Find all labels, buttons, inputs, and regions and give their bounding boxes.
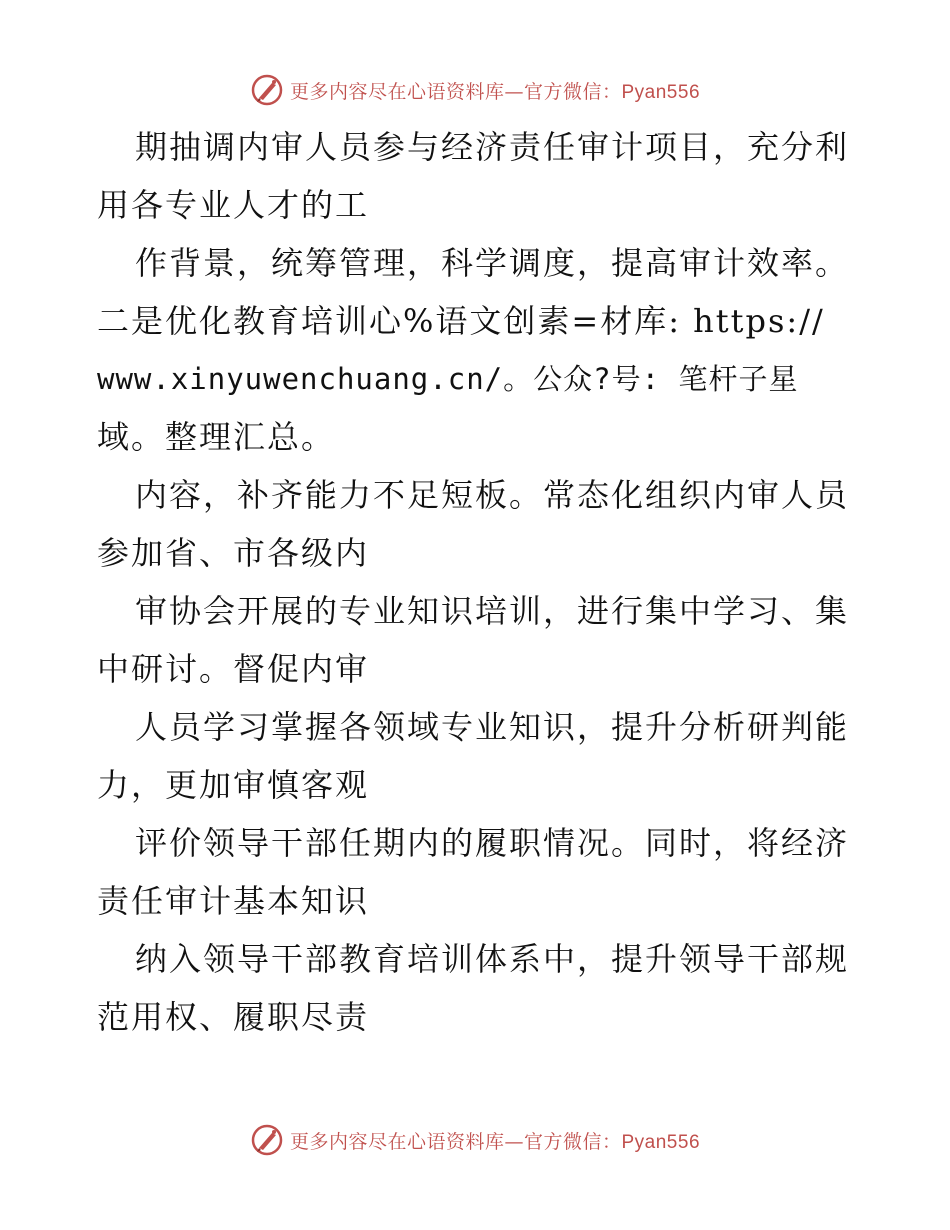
quill-logo-icon (250, 73, 284, 107)
header-banner-text: 更多内容尽在心语资料库—官方微信：Pyan556 (289, 80, 701, 103)
text-line: 责任审计基本知识 (97, 882, 370, 920)
text-line: 作背景，统筹管理，科学调度，提高审计效率。 (135, 244, 850, 282)
text-line: 用各专业人才的工 (97, 186, 370, 224)
text-line: 审协会开展的专业知识培训，进行集中学习、集 (135, 592, 850, 630)
quill-logo-icon (250, 1123, 284, 1157)
header-banner (0, 70, 950, 110)
text-line-url: www.xinyuwenchuang.cn/。公众?号: 笔杆子星 (97, 362, 799, 396)
footer-banner (0, 1120, 950, 1160)
text-line: 内容，补齐能力不足短板。常态化组织内审人员 (135, 476, 850, 514)
text-line: 纳入领导干部教育培训体系中，提升领导干部规 (135, 940, 850, 978)
footer-banner-text: 更多内容尽在心语资料库—官方微信：Pyan556 (289, 1130, 701, 1153)
text-line: 力，更加审慎客观 (97, 766, 370, 804)
text-line: 期抽调内审人员参与经济责任审计项目，充分利 (135, 128, 850, 166)
text-line: 评价领导干部任期内的履职情况。同时，将经济 (135, 824, 850, 862)
header-wechat-id: Pyan556 (621, 81, 701, 103)
text-line: 参加省、市各级内 (97, 534, 370, 572)
body-text (97, 118, 857, 1046)
text-line: 人员学习掌握各领域专业知识，提升分析研判能 (135, 708, 850, 746)
footer-wechat-id: Pyan556 (621, 1131, 701, 1153)
text-line: 中研讨。督促内审 (97, 650, 370, 688)
text-line: 域。整理汇总。 (97, 418, 336, 456)
text-line: 二是优化教育培训心%语文创素=材库: https:// (97, 302, 825, 340)
text-line: 范用权、履职尽责 (97, 998, 370, 1036)
